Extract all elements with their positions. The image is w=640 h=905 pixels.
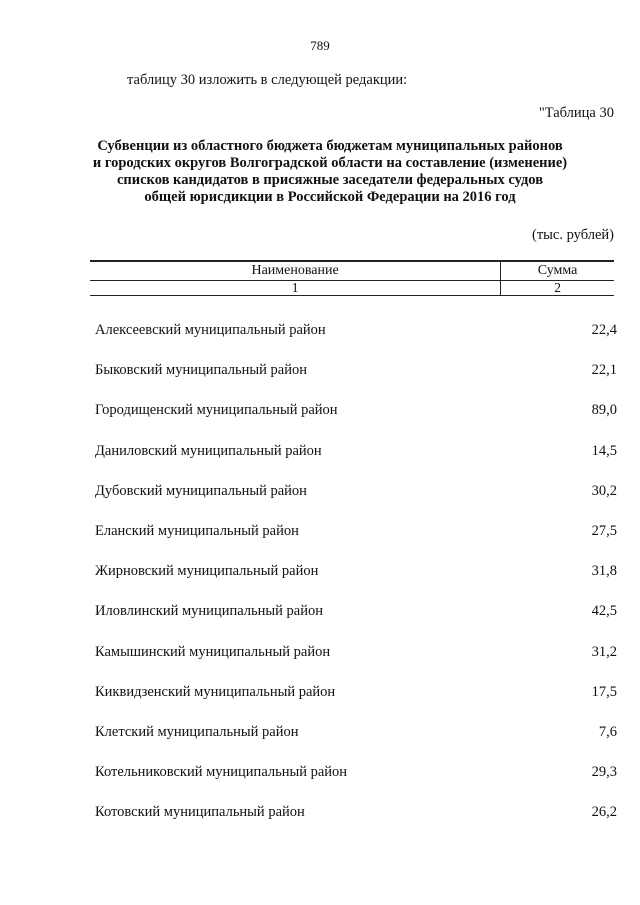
district-name: Жирновский муниципальный район [95, 563, 319, 580]
amount-value: 31,2 [591, 643, 617, 660]
district-name: Еланский муниципальный район [95, 522, 299, 539]
title-line: общей юрисдикции в Российской Федерации на 2016 год [144, 189, 516, 205]
district-name: Городищенский муниципальный район [95, 402, 338, 419]
column-number-row [90, 281, 614, 296]
table-row [95, 644, 619, 684]
amount-value: 42,5 [591, 603, 617, 620]
district-name: Котовский муниципальный район [95, 804, 305, 821]
amount-value: 30,2 [591, 482, 617, 499]
table-row [95, 443, 619, 483]
table-row [95, 563, 619, 603]
table-row [95, 523, 619, 563]
amount-value: 26,2 [591, 804, 617, 821]
table-row [95, 402, 619, 442]
column-number-sum: 2 [501, 281, 614, 296]
district-name: Дубовский муниципальный район [95, 482, 307, 499]
intro-text: таблицу 30 изложить в следующей редакции: [127, 72, 408, 88]
amount-value: 29,3 [591, 764, 617, 781]
header-name: Наименование [90, 261, 501, 281]
title-line: списков кандидатов в присяжные заседатели федеральных судов [116, 172, 544, 188]
amount-value: 89,0 [591, 402, 617, 419]
amount-value: 31,8 [591, 563, 617, 580]
district-name: Иловлинский муниципальный район [95, 603, 323, 620]
table-row [95, 362, 619, 402]
title-line: Субвенции из областного бюджета бюджетам муниципальных районов [97, 138, 563, 154]
table-row [95, 603, 619, 643]
header-row [90, 261, 614, 281]
table-header [90, 260, 614, 296]
district-name: Быковский муниципальный район [95, 362, 307, 379]
district-name: Даниловский муниципальный район [95, 442, 322, 459]
amount-value: 7,6 [598, 723, 617, 740]
page-number: 789 [310, 38, 330, 53]
table-body [95, 322, 619, 844]
district-name: Алексеевский муниципальный район [95, 322, 326, 338]
amount-value: 22,4 [591, 322, 617, 338]
table-row [95, 724, 619, 764]
amount-value: 22,1 [591, 362, 617, 379]
table-row [95, 764, 619, 804]
district-name: Киквидзенский муниципальный район [95, 683, 336, 700]
header-sum: Сумма [501, 261, 614, 281]
table-row [95, 684, 619, 724]
district-name: Котельниковский муниципальный район [95, 764, 348, 781]
table-caption: "Таблица 30 [538, 105, 614, 121]
table-row [95, 804, 619, 844]
district-name: Клетский муниципальный район [95, 723, 299, 740]
table-row [95, 322, 619, 362]
table-row [95, 483, 619, 523]
column-number-name: 1 [90, 281, 501, 296]
title-line: и городских округов Волгоградской области на составление (изменение) [92, 155, 568, 171]
amount-value: 17,5 [591, 683, 617, 700]
units-label: (тыс. рублей) [532, 227, 614, 243]
amount-value: 27,5 [591, 522, 617, 539]
district-name: Камышинский муниципальный район [95, 643, 331, 660]
amount-value: 14,5 [591, 442, 617, 459]
document-title [60, 138, 600, 206]
